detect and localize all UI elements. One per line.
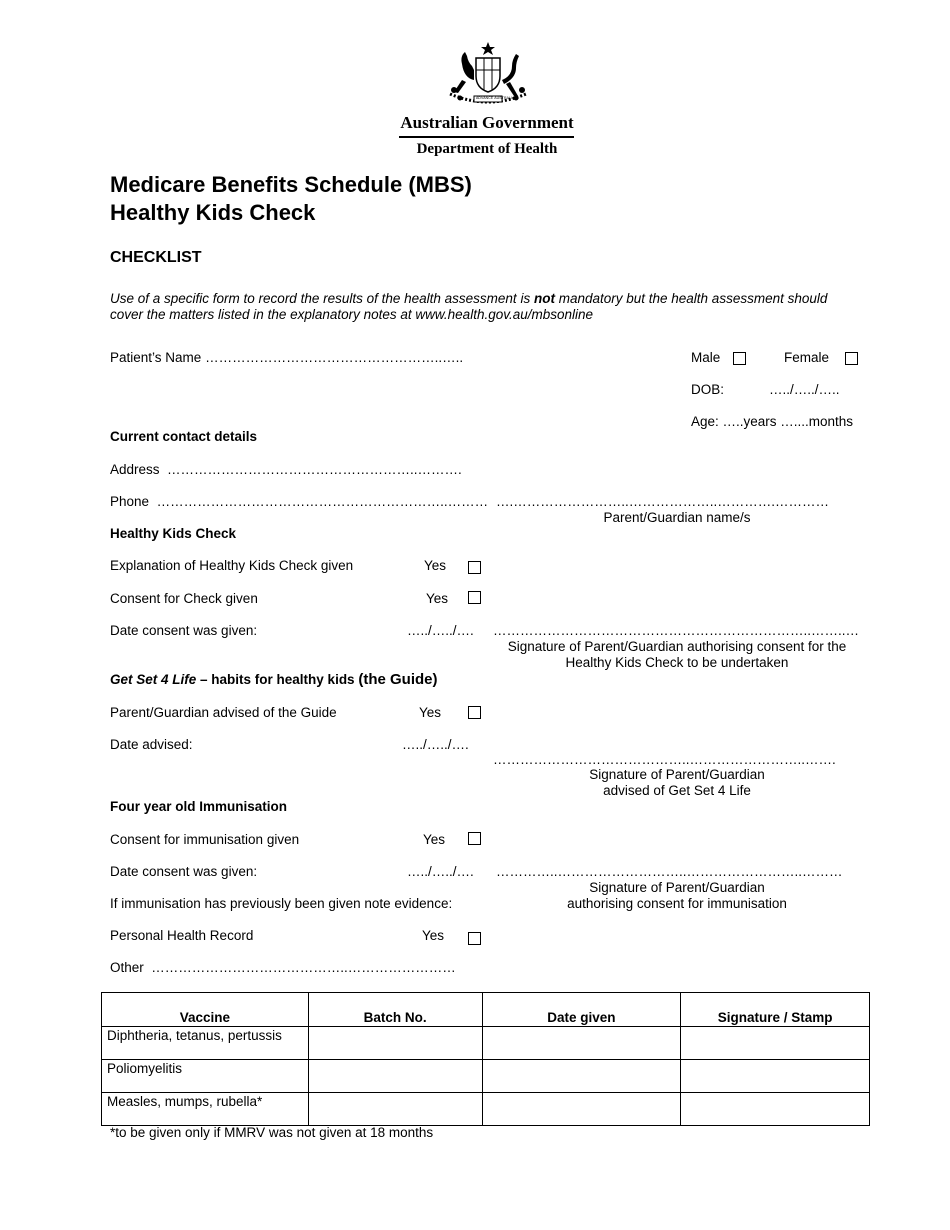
consent-label: Consent for Check given — [110, 591, 258, 606]
phone-field[interactable]: ………………………………………………………..……… — [156, 494, 489, 509]
guide-signature-caption-2: advised of Get Set 4 Life — [603, 783, 751, 798]
hkc-signature-caption-2: Healthy Kids Check to be undertaken — [565, 655, 789, 670]
org-name: Australian Government — [400, 113, 574, 132]
age-field[interactable]: Age: …..years …....months — [691, 414, 854, 429]
other-field[interactable]: ……………………………………..…………………… — [151, 960, 456, 975]
batch-cell[interactable] — [308, 1060, 482, 1093]
consent-checkbox[interactable] — [468, 591, 481, 604]
dob-label: DOB: — [691, 382, 725, 397]
crest-motto: ADVANCE AUSTRALIA — [476, 96, 515, 100]
immunisation-date-field[interactable]: …../…../…. — [407, 864, 474, 879]
intro-text: Use of a specific form to record the results of the health assessment is not mandatory but the health assessment should cover the matters listed in the explanatory notes at www.health.gov.au/mbsonline — [110, 291, 828, 322]
guardian-name-caption: Parent/Guardian name/s — [603, 510, 751, 525]
hkc-signature-field[interactable]: ……………………………………………………………..……..… — [493, 623, 860, 638]
phr-yes: Yes — [422, 928, 445, 943]
male-checkbox[interactable] — [733, 352, 746, 365]
hkc-signature-caption-1: Signature of Parent/Guardian authorising consent for the — [507, 639, 847, 654]
dob-field[interactable]: …../…../….. — [769, 382, 840, 397]
guide-advised-checkbox[interactable] — [468, 706, 481, 719]
patient-name-field[interactable]: ……………………………………………..….. — [205, 350, 464, 365]
batch-cell[interactable] — [308, 1093, 482, 1126]
header-batch: Batch No. — [308, 993, 482, 1027]
explanation-label: Explanation of Healthy Kids Check given — [110, 558, 354, 573]
guide-signature-caption-1: Signature of Parent/Guardian — [589, 767, 765, 782]
page-title: Medicare Benefits Schedule (MBS) — [110, 172, 472, 197]
immunisation-signature-caption-2: authorising consent for immunisation — [567, 896, 787, 911]
immunisation-consent-label: Consent for immunisation given — [110, 832, 300, 847]
immunisation-heading: Four year old Immunisation — [110, 799, 288, 814]
other-row: Other ……………………………………..…………………… — [110, 960, 456, 975]
guide-advised-yes: Yes — [419, 705, 442, 720]
phr-label: Personal Health Record — [110, 928, 254, 943]
immunisation-consent-yes: Yes — [423, 832, 446, 847]
intro-emphasis: not — [533, 291, 555, 306]
evidence-label: If immunisation has previously been given note evidence: — [110, 896, 453, 911]
immunisation-date-label: Date consent was given: — [110, 864, 258, 879]
date-cell[interactable] — [482, 1060, 681, 1093]
male-label: Male — [691, 350, 721, 365]
phr-checkbox[interactable] — [468, 932, 481, 945]
guide-heading: Get Set 4 Life – habits for healthy kids (the Guide) — [110, 671, 438, 688]
table-header-row — [102, 993, 870, 1027]
date-cell[interactable] — [482, 1027, 681, 1060]
patient-name-label: Patient’s Name ……………………………………………..….. — [110, 350, 464, 365]
vaccine-name: Measles, mumps, rubella* — [102, 1093, 309, 1126]
explanation-checkbox[interactable] — [468, 561, 481, 574]
signature-cell[interactable] — [681, 1027, 870, 1060]
immunisation-signature-caption-1: Signature of Parent/Guardian — [589, 880, 765, 895]
female-checkbox[interactable] — [845, 352, 858, 365]
government-crest-logo — [440, 40, 536, 108]
checklist-heading: CHECKLIST — [110, 249, 202, 266]
vaccine-table — [101, 992, 870, 1126]
guide-advised-label: Parent/Guardian advised of the Guide — [110, 705, 337, 720]
contact-heading: Current contact details — [110, 429, 258, 444]
table-row — [102, 1027, 870, 1060]
guardian-name-field[interactable]: ….……………………..………………..………….………… — [496, 494, 830, 509]
guide-date-field[interactable]: …../…../…. — [402, 737, 469, 752]
consent-yes: Yes — [426, 591, 449, 606]
dept-name: Department of Health — [416, 141, 558, 157]
table-footnote: *to be given only if MMRV was not given at 18 months — [110, 1125, 434, 1140]
vaccine-name: Poliomyelitis — [102, 1060, 309, 1093]
page-subtitle: Healthy Kids Check — [110, 200, 316, 225]
consent-date-field[interactable]: …../…../…. — [407, 623, 474, 638]
vaccine-name: Diphtheria, tetanus, pertussis — [102, 1027, 309, 1060]
header-vaccine: Vaccine — [102, 993, 309, 1027]
consent-date-label: Date consent was given: — [110, 623, 258, 638]
immunisation-signature-field[interactable]: …………..………………………..……………………..……… — [496, 864, 843, 879]
header-divider — [399, 136, 574, 138]
batch-cell[interactable] — [308, 1027, 482, 1060]
address-row: Address ………………………………………………..………. — [110, 462, 462, 477]
signature-cell[interactable] — [681, 1060, 870, 1093]
table-row — [102, 1093, 870, 1126]
female-label: Female — [784, 350, 830, 365]
immunisation-consent-checkbox[interactable] — [468, 832, 481, 845]
date-cell[interactable] — [482, 1093, 681, 1126]
header-signature: Signature / Stamp — [681, 993, 870, 1027]
explanation-yes: Yes — [424, 558, 447, 573]
guide-date-label: Date advised: — [110, 737, 193, 752]
hkc-heading: Healthy Kids Check — [110, 526, 237, 541]
phone-row: Phone ………………………………………………………..……… — [110, 494, 489, 509]
address-field[interactable]: ………………………………………………..………. — [167, 462, 462, 477]
header-date-given: Date given — [482, 993, 681, 1027]
signature-cell[interactable] — [681, 1093, 870, 1126]
table-row — [102, 1060, 870, 1093]
guide-signature-field[interactable]: ……………………………………..……………………..……. — [493, 752, 836, 767]
